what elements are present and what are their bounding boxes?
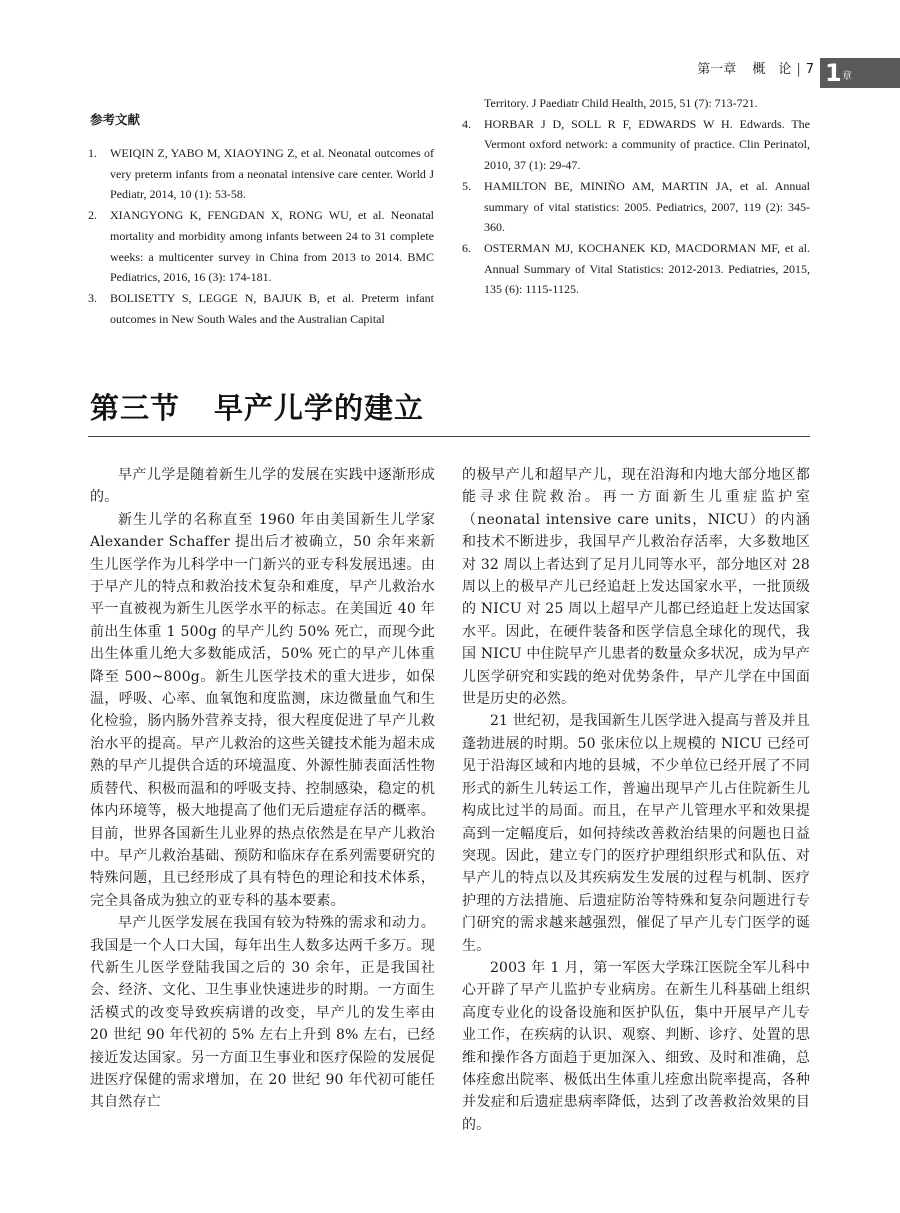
reference-text: BOLISETTY S, LEGGE N, BAJUK B, et al. Preterm infant outcomes in New South Wales and the Australian Capital (110, 290, 434, 326)
body-paragraph: 早产儿学是随着新生儿学的发展在实践中逐渐形成的。 (90, 467, 435, 506)
reference-list-right (462, 93, 810, 300)
body-column-left (90, 464, 435, 1114)
section-number: 第三节 (90, 391, 181, 425)
page-number: 7 (805, 62, 814, 77)
reference-number: 5. (462, 178, 471, 193)
reference-text: HORBAR J D, SOLL R F, EDWARDS W H. Edwards. The Vermont oxford network: a community of practice. Clin Perinatol, 2010, 37 (1): 29-47. (484, 116, 810, 173)
chapter-tab (820, 58, 900, 88)
section-divider (88, 436, 810, 437)
body-paragraph: 2003 年 1 月，第一军医大学珠江医院全军儿科中心开辟了早产儿监护专业病房。在新生儿科基础上组织高度专业化的设备设施和医护队伍，集中开展早产儿专业工作，在疾病的认识、观察、判断、诊疗、处置的思维和操作各方面趋于更加深入、细致、及时和准确，总体痊愈出院率、极低出生体重儿痊愈出院率提高，各种并发症和后遗症患病率降低，达到了改善救治效果的目的。 (462, 959, 810, 1133)
chapter-tab-label: 章 (842, 71, 852, 82)
body-paragraph: 21 世纪初，是我国新生儿医学进入提高与普及并且蓬勃进展的时期。50 张床位以上规模的 NICU 已经可见于沿海区域和内地的县城，不少单位已经开展了不同形式的新生儿转运工作，普遍出现早产儿占住院新生儿构成比过半的局面。而且，在早产儿管理水平和效果提高到一定幅度后，如何持续改善救治结果的问题也日益突现。因此，建立专门的医疗护理组织形式和队伍、对早产儿的特点以及其疾病发生发展的过程与机制、医疗护理的方法措施、后遗症防治等特殊和复杂问题进行专门研究的需求越来越强烈，催促了早产儿专门医学的诞生。 (462, 713, 810, 954)
reference-item (88, 205, 434, 288)
reference-text: WEIQIN Z, YABO M, XIAOYING Z, et al. Neonatal outcomes of very preterm infants from a neonatal intensive care center. World J Pediatr, 2014, 10 (1): 53-58. (110, 146, 434, 202)
reference-item (88, 143, 434, 205)
reference-text: XIANGYONG K, FENGDAN X, RONG WU, et al. Neonatal mortality and morbidity among infants between 24 to 31 complete weeks: a multicenter survey in China from 2013 to 2014. BMC Pediatrics, 2016, 16 (3): 174-181. (110, 208, 434, 285)
references-title: 参考文献 (90, 112, 141, 127)
header-title: 概 论 (752, 62, 792, 77)
body-column-right (462, 464, 810, 1136)
reference-item-continued (462, 93, 810, 114)
reference-text: OSTERMAN MJ, KOCHANEK KD, MACDORMAN MF, et al. Annual Summary of Vital Statistics: 2012-2013. Pediatries, 2015, 135 (6): 1115-1125. (484, 240, 810, 297)
reference-number: 3. (88, 290, 97, 305)
section-heading-text: 早产儿学的建立 (214, 391, 425, 425)
reference-number: 6. (462, 240, 471, 255)
section-title (90, 386, 424, 427)
body-paragraph-continued: 的极早产儿和超早产儿，现在沿海和内地大部分地区都能寻求住院救治。再一方面新生儿重症监护室（neonatal intensive care units，NICU）的内涵和技术不断进步，我国早产儿救治存活率，大多数地区对 32 周以上者达到了足月儿同等水平，部分地区对 28 周以上的极早产儿已经追赶上发达国家水平，一批顶级的 NICU 对 25 周以上超早产儿都已经追赶上发达国家水平。因此，在硬件装备和医学信息全球化的现代，我国 NICU 中住院早产儿患者的数量众多状况，成为早产儿医学研究和实践的绝对优势条件，早产儿学在中国面世是历史的必然。 (462, 467, 810, 708)
chapter-tab-number: 1 (825, 59, 842, 87)
reference-number: 2. (88, 208, 97, 223)
reference-number: 4. (462, 116, 471, 131)
reference-item (462, 176, 810, 238)
reference-item (88, 288, 434, 329)
reference-number: 1. (88, 146, 97, 160)
body-paragraph: 新生儿学的名称直至 1960 年由美国新生儿学家 Alexander Schaffer 提出后才被确立，50 余年来新生儿医学作为儿科学中一门新兴的亚专科发展迅速。由于早产儿的特点和救治技术复杂和难度，早产儿救治水平一直被视为新生儿医学水平的标志。在美国近 40 年前出生体重 1 500g 的早产儿约 50% 死亡，而现今此出生体重儿绝大多数能成活，50% 死亡的早产儿体重降至 500~800g。新生儿医学技术的重大进步，如保温，呼吸、心率、血氧饱和度监测，床边微量血气和生化检验，肠内肠外营养支持，很大程度促进了早产儿救治水平的提高。早产儿救治的这些关键技术能为超未成熟的早产儿提供合适的环境温度、外源性肺表面活性物质替代、积极而温和的呼吸支持、控制感染，稳定的机体内环境等，极大地提高了他们无后遗症存活的概率。目前，世界各国新生儿业界的热点依然是在早产儿救治中。早产儿救治基础、预防和临床存在系列需要研究的特殊问题，且已经形成了具有特色的理论和技术体系，完全具备成为独立的亚专科的基本要素。 (90, 511, 435, 909)
body-paragraph: 早产儿医学发展在我国有较为特殊的需求和动力。我国是一个人口大国，每年出生人数多达两千多万。现代新生儿医学登陆我国之后的 30 余年，正是我国社会、经济、文化、卫生事业快速进步的时期。一方面生活模式的改变导致疾病谱的改变，早产儿的发生率由 20 世纪 90 年代初的 5% 左右上升到 8% 左右，已经接近发达国家。另一方面卫生事业和医疗保险的发展促进医疗保健的需求增加，在 20 世纪 90 年代初可能任其自然存亡 (90, 915, 435, 1111)
header-separator: | (796, 62, 801, 77)
header-chapter: 第一章 (697, 62, 737, 77)
reference-item (462, 114, 810, 176)
reference-text: HAMILTON BE, MINIÑO AM, MARTIN JA, et al. Annual summary of vital statistics: 2005. Pediatrics, 2007, 119 (2): 345-360. (484, 178, 810, 235)
reference-text: Territory. J Paediatr Child Health, 2015, 51 (7): 713-721. (484, 96, 758, 110)
running-header (664, 60, 814, 80)
reference-list-left (88, 143, 434, 329)
reference-item (462, 238, 810, 300)
